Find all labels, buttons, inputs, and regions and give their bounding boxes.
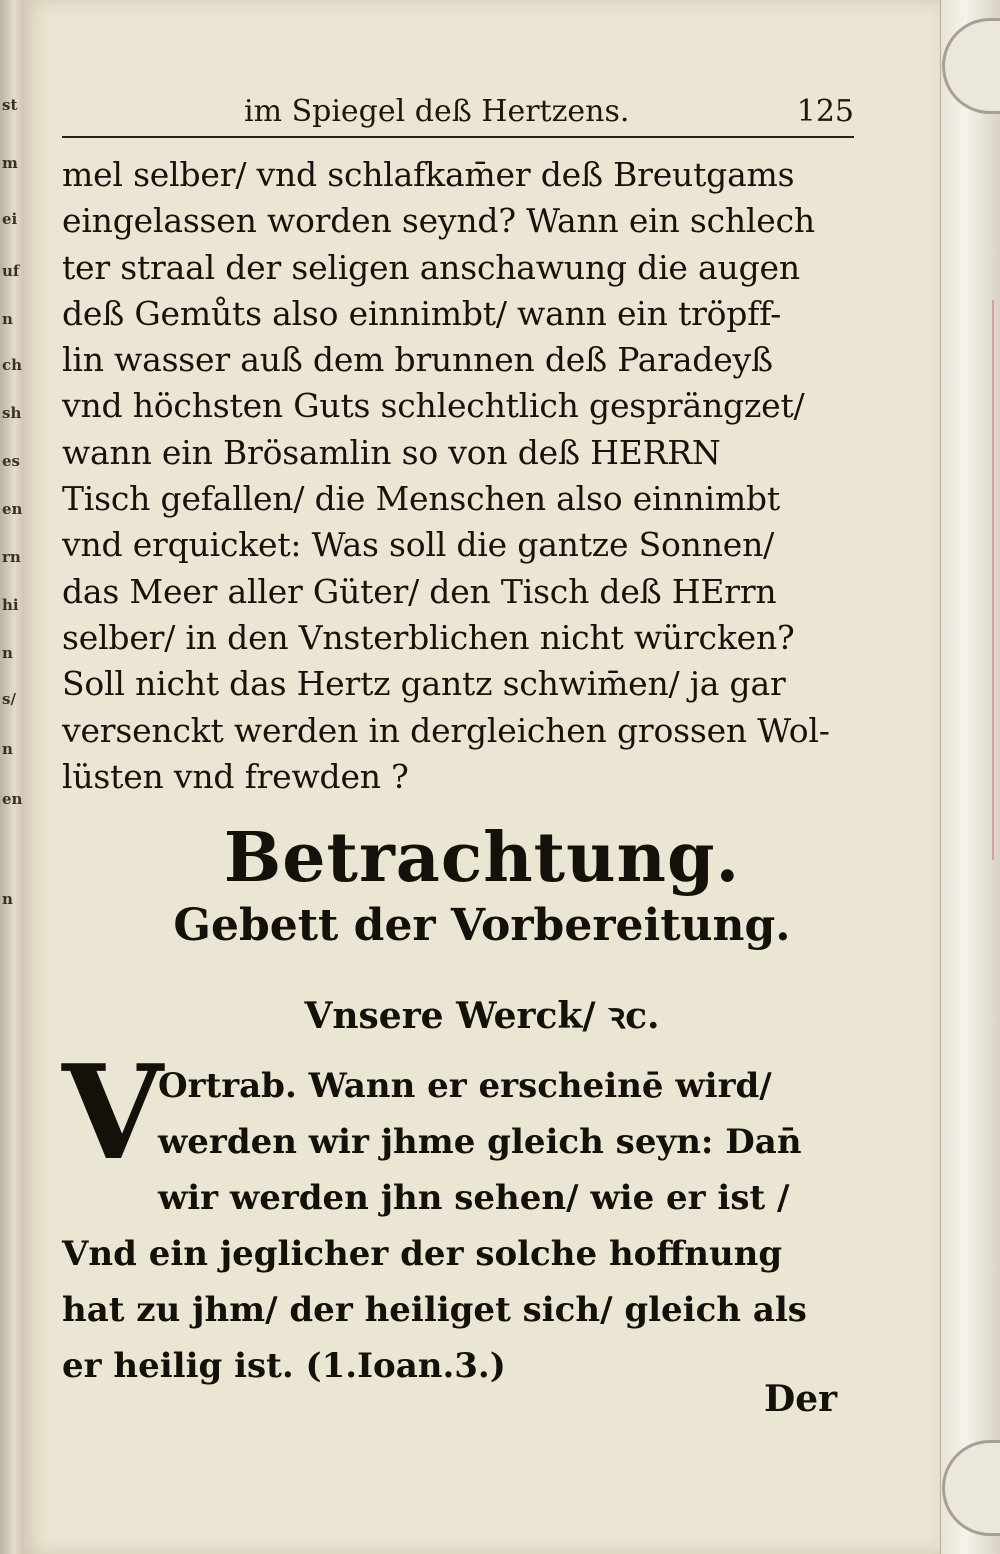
body-paragraph	[62, 152, 862, 800]
text-line: wann ein Brösamlin so von deß HERRN	[62, 432, 721, 472]
facing-page-edge	[0, 0, 25, 1554]
text-line: selber/ in den Vnsterblichen nicht würcken?	[62, 617, 795, 657]
text-line: deß Gemůts also einnimbt/ wann ein tröpff-	[62, 293, 782, 333]
header-rule	[62, 136, 854, 138]
section-heading: Betrachtung.	[223, 818, 741, 898]
facing-page-fragment: rn	[2, 548, 21, 566]
facing-page-fragment: hi	[2, 596, 19, 614]
facing-page-fragment: ch	[2, 356, 23, 374]
verse-line: wir werden jhn sehen/ wie er ist /	[158, 1178, 790, 1218]
book-cover-edge	[940, 0, 1000, 1554]
drop-cap-initial: V	[62, 1036, 163, 1189]
book-page	[24, 0, 940, 1554]
text-line: mel selber/ vnd schlafkam̄er deß Breutgams	[62, 155, 795, 194]
upper-clasp	[942, 18, 1000, 114]
catchword: Der	[764, 1378, 838, 1420]
facing-page-fragment: sh	[2, 404, 22, 422]
facing-page-fragment: en	[2, 790, 23, 808]
facing-page-fragment: en	[2, 500, 23, 518]
facing-page-fragment: n	[2, 310, 13, 328]
text-line: versenckt werden in dergleichen grossen Wol-	[62, 710, 830, 750]
section-reference: Vnsere Werck/ ꝛc.	[304, 995, 660, 1037]
page-number: 125	[796, 94, 854, 129]
facing-page-fragment: ei	[2, 210, 18, 228]
text-line: vnd höchsten Guts schlechtlich gesprängzet/	[62, 386, 805, 426]
text-line: eingelassen worden seynd? Wann ein schlech	[62, 201, 815, 241]
text-line: Soll nicht das Hertz gantz schwim̄en/ ja gar	[62, 664, 786, 704]
facing-page-fragment: es	[2, 452, 20, 470]
verse-paragraph	[62, 1058, 862, 1394]
page-edge-mark	[992, 300, 994, 860]
facing-page-fragment: uf	[2, 262, 20, 280]
facing-page-fragment: n	[2, 890, 13, 908]
facing-page-fragment: s/	[2, 690, 16, 708]
lower-clasp	[942, 1440, 1000, 1536]
verse-line: er heilig ist. (1.Ioan.3.)	[62, 1346, 506, 1386]
facing-page-fragment: st	[2, 96, 18, 114]
facing-page-fragment: n	[2, 644, 13, 662]
text-line: das Meer aller Güter/ den Tisch deß HErrn	[62, 571, 777, 611]
facing-page-fragment: m	[2, 154, 18, 172]
verse-line: hat zu jhm/ der heiliget sich/ gleich als	[62, 1290, 807, 1330]
facing-page-fragment: n	[2, 740, 13, 758]
section-subheading: Gebett der Vorbereitung.	[173, 900, 791, 951]
verse-line: werden wir jhme gleich seyn: Dan̄	[158, 1122, 802, 1162]
verse-line: Ortrab. Wann er erscheinē wird/	[158, 1066, 772, 1106]
text-line: lüsten vnd frewden ?	[62, 756, 409, 796]
text-line: lin wasser auß dem brunnen deß Paradeyß	[62, 340, 773, 380]
verse-line: Vnd ein jeglicher der solche hoffnung	[62, 1234, 783, 1274]
page-header	[64, 94, 854, 134]
text-line: vnd erquicket: Was soll die gantze Sonnen/	[62, 525, 775, 565]
text-line: ter straal der seligen anschawung die augen	[62, 247, 800, 287]
text-line: Tisch gefallen/ die Menschen also einnimbt	[62, 479, 780, 519]
running-title: im Spiegel deß Hertzens.	[244, 94, 630, 129]
